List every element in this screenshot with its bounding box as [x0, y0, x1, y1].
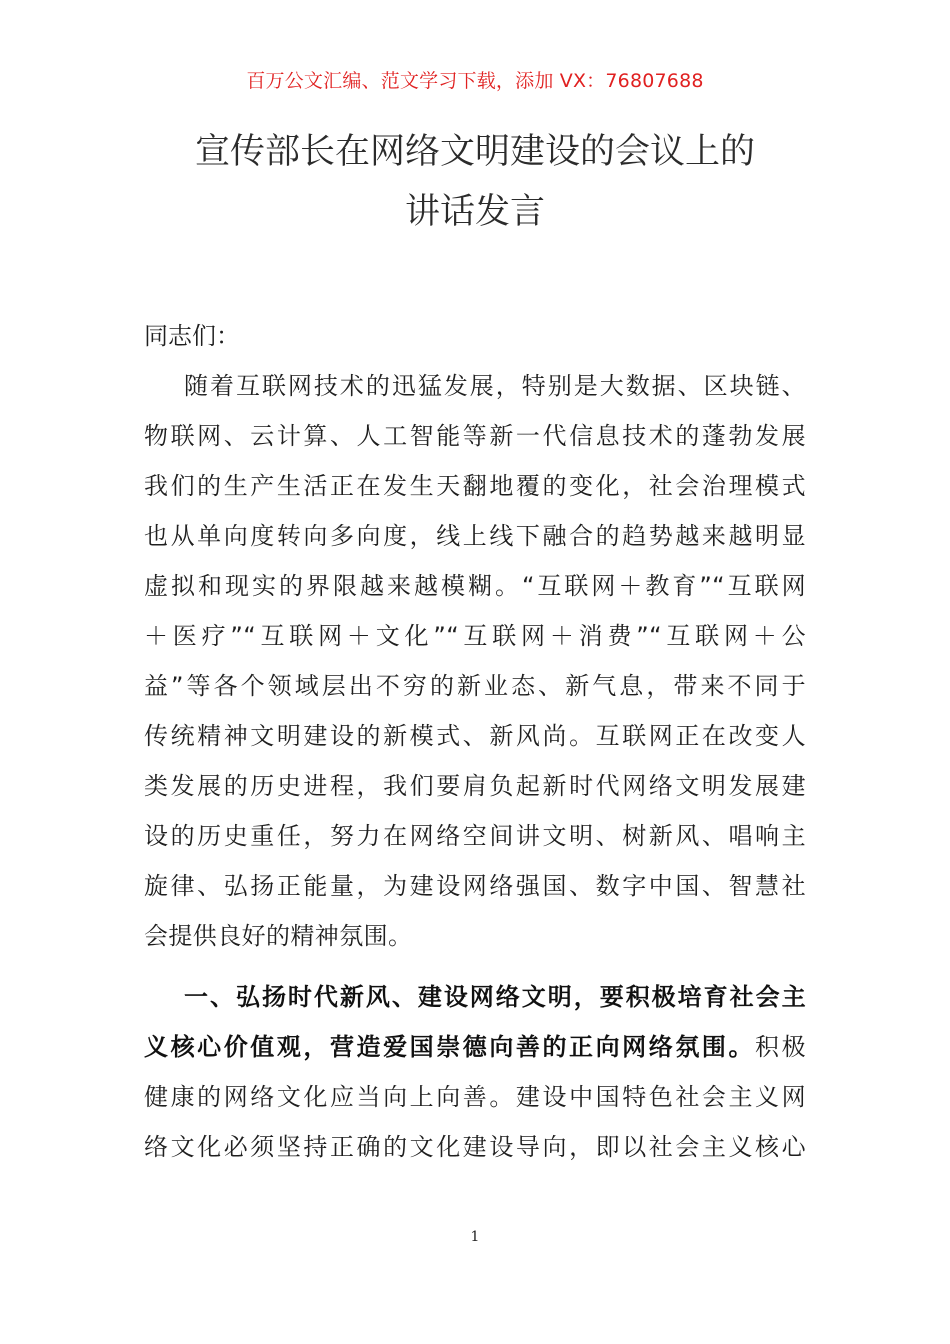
page-number: 1 [470, 1229, 480, 1245]
document-body [144, 311, 806, 1172]
paragraph-2 [144, 972, 806, 1172]
paragraph-line [144, 1022, 806, 1072]
salutation: 同志们： [144, 322, 240, 350]
paragraph-line: 虚拟和现实的界限越来越模糊。“互联网＋教育”“互联网 [144, 572, 806, 600]
paragraph-line: ＋医疗”“互联网＋文化”“互联网＋消费”“互联网＋公 [144, 622, 806, 650]
paragraph-line: 益”等各个领域层出不穷的新业态、新气息，带来不同于 [144, 672, 806, 700]
paragraph-line: 会提供良好的精神氛围。 [144, 922, 413, 950]
paragraph-line: 旋律、弘扬正能量，为建设网络强国、数字中国、智慧社 [144, 872, 806, 900]
document-title [0, 128, 950, 236]
paragraph-line: 类发展的历史进程，我们要肩负起新时代网络文明发展建 [144, 772, 806, 800]
paragraph-line: 我们的生产生活正在发生天翻地覆的变化，社会治理模式 [144, 472, 806, 500]
paragraph-spacer [144, 961, 806, 972]
section-heading-tail: 义核心价值观，营造爱国崇德向善的正向网络氛围。 [144, 1033, 756, 1061]
paragraph-line: 健康的网络文化应当向上向善。建设中国特色社会主义网 [144, 1083, 806, 1111]
paragraph-line: 物联网、云计算、人工智能等新一代信息技术的蓬勃发展 [144, 422, 806, 450]
paragraph-line: 也从单向度转向多向度，线上线下融合的趋势越来越明显 [144, 522, 806, 550]
promo-header: 百万公文汇编、范文学习下载，添加 VX：76807688 [246, 70, 704, 92]
paragraph-line: 传统精神文明建设的新模式、新风尚。互联网正在改变人 [144, 722, 806, 750]
section-heading-line: 一、弘扬时代新风、建设网络文明，要积极培育社会主 [184, 983, 806, 1011]
paragraph-line: 络文化必须坚持正确的文化建设导向，即以社会主义核心 [144, 1133, 806, 1161]
title-line-1: 宣传部长在网络文明建设的会议上的 [194, 132, 755, 172]
paragraph-line: 设的历史重任，努力在网络空间讲文明、树新风、唱响主 [144, 822, 806, 850]
title-line-2: 讲话发言 [404, 192, 545, 232]
paragraph-line: 随着互联网技术的迅猛发展，特别是大数据、区块链、 [184, 372, 806, 400]
paragraph-1 [144, 361, 806, 961]
paragraph-text: 积极 [755, 1033, 806, 1061]
